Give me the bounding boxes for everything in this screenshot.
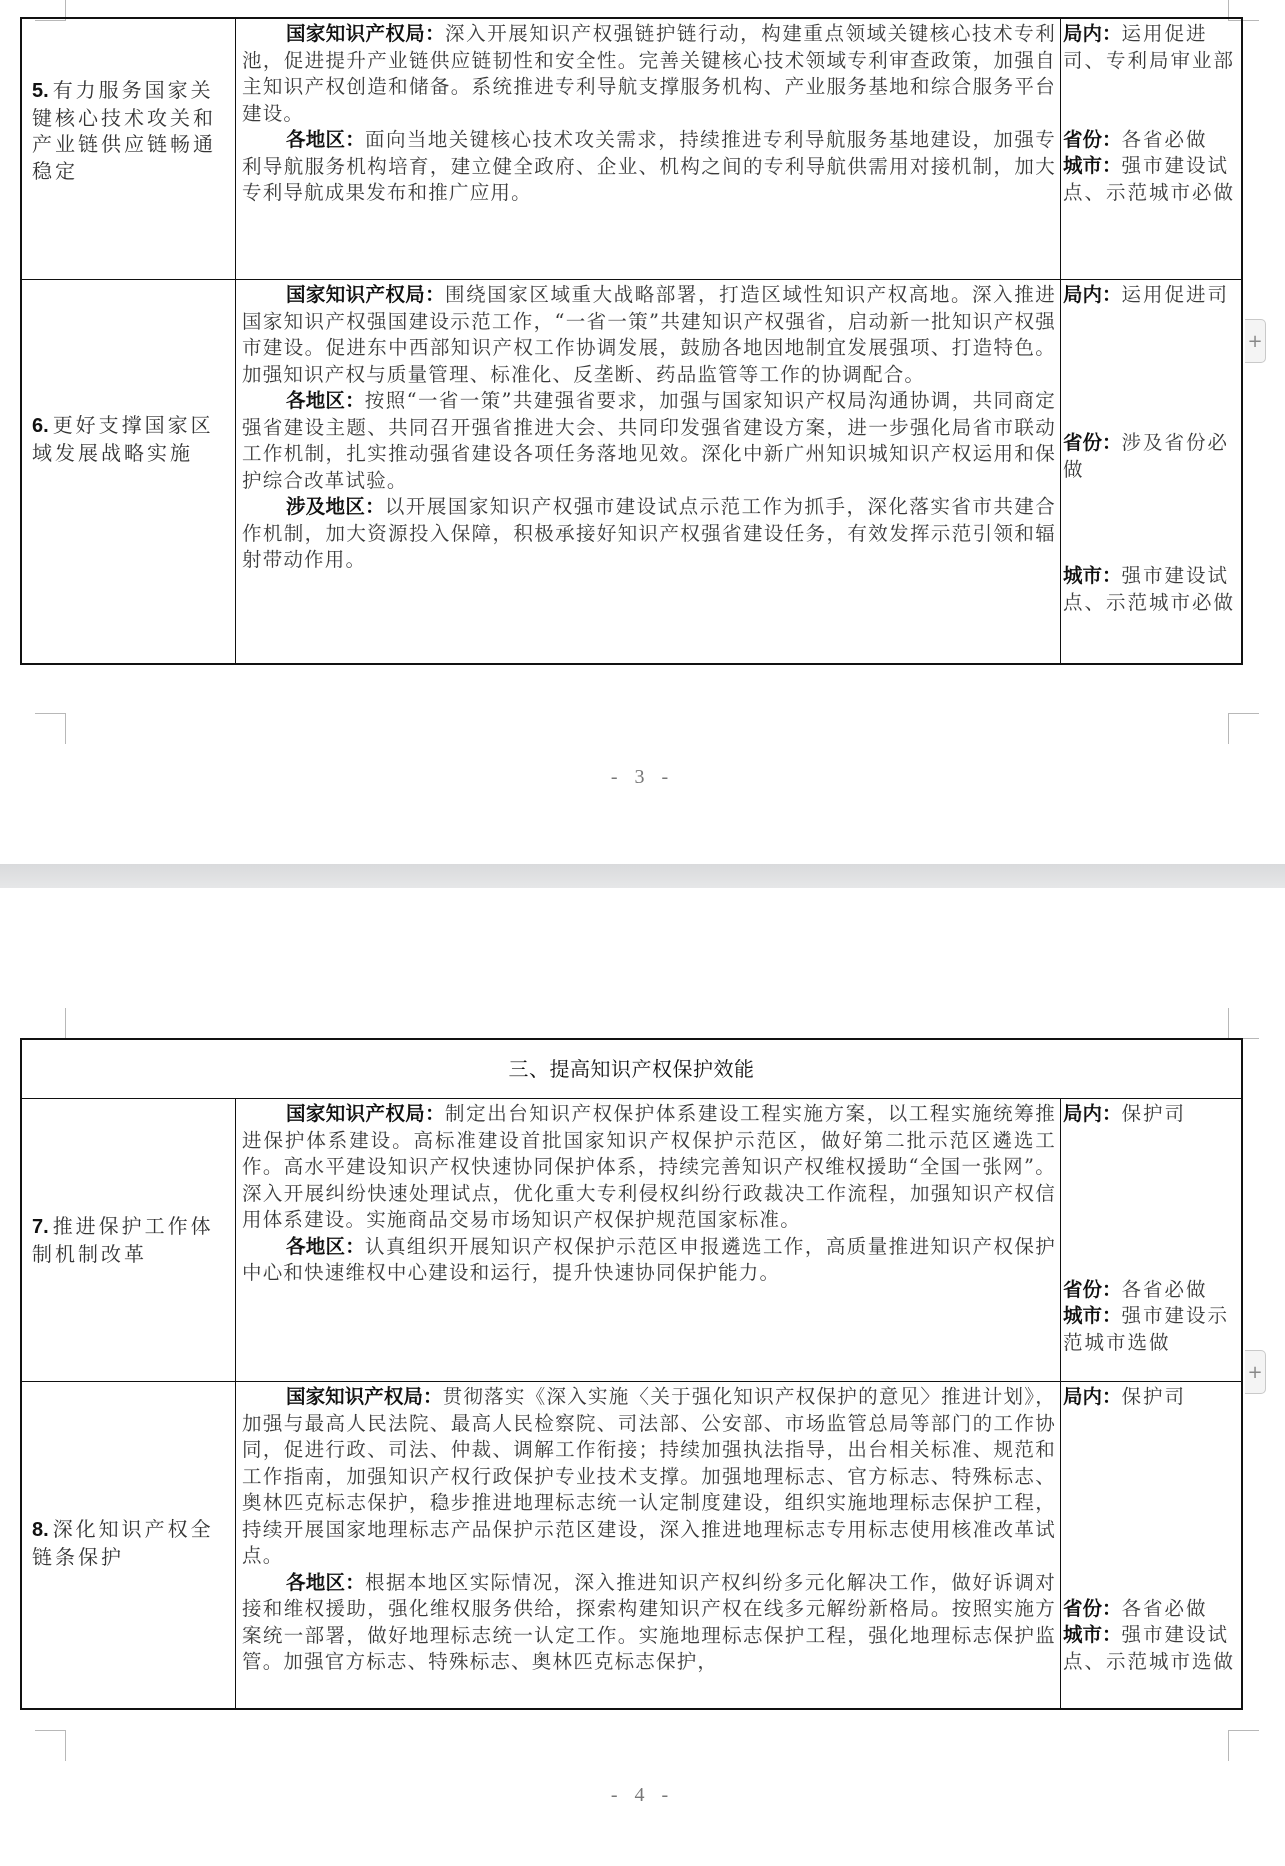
margin-corner-mark xyxy=(1228,713,1259,744)
page-number: - 3 - xyxy=(610,766,675,788)
task-description xyxy=(242,21,1056,207)
paragraph-national-office: 国家知识产权局：贯彻落实《深入实施〈关于强化知识产权保护的意见〉推进计划》，加强与最高人民法院、最高人民检察院、司法部、公安部、市场监管总局等部门的工作协同，促进行政、司法、仲裁、调解工作衔接；持续加强执法指导，出台相关标准、规范和工作指南，加强知识产权行政保护专业技术支撑。加强地理标志、官方标志、特殊标志、奥林匹克标志保护，稳步推进地理标志统一认定制度建设，组织实施地理标志保护工程，持续开展国家地理标志产品保护示范区建设，深入推进地理标志专用标志使用核准改革试点。 xyxy=(242,1385,1056,1567)
table-row-task-7 xyxy=(22,1098,1241,1381)
task-title: 7. 推进保护工作体制机制改革 xyxy=(32,1214,214,1266)
section-header-row xyxy=(22,1040,1241,1098)
margin-corner-mark xyxy=(35,1008,66,1039)
paragraph-regions: 各地区：认真组织开展知识产权保护示范区申报遴选工作，高质量推进知识产权保护中心和快速维权中心建设和运行，提升快速协同保护能力。 xyxy=(242,1234,1056,1284)
task-title-cell xyxy=(22,1099,236,1381)
task-title: 6. 更好支撑国家区域发展战略实施 xyxy=(32,413,214,465)
task-title-cell xyxy=(22,280,236,665)
task-description-cell xyxy=(236,280,1061,665)
resp-bureau: 局内：运用促进司、专利局审业部 xyxy=(1063,22,1236,72)
resp-bureau: 局内：保护司 xyxy=(1063,1102,1187,1125)
paragraph-national-office: 国家知识产权局：制定出台知识产权保护体系建设工程实施方案，以工程实施统筹推进保护体系建设。高标准建设首批国家知识产权保护示范区，做好第二批示范区遴选工作。高水平建设知识产权快速协同保护体系，持续完善知识产权维权援助“全国一张网”。深入开展纠纷快速处理试点，优化重大专利侵权纠纷行政裁决工作流程，加强知识产权信用体系建设。实施商品交易市场知识产权保护规范国家标准。 xyxy=(242,1102,1056,1231)
resp-province: 省份：各省必做 xyxy=(1063,1597,1208,1620)
responsibility-cell xyxy=(1061,1099,1241,1381)
paragraph-involved-regions: 涉及地区：以开展国家知识产权强市建设试点示范工作为抓手，深化落实省市共建合作机制，加大资源投入保障，积极承接好知识产权强省建设任务，有效发挥示范引领和辐射带动作用。 xyxy=(242,495,1056,571)
task-title: 5. 有力服务国家关键核心技术攻关和产业链供应链畅通稳定 xyxy=(32,78,216,183)
responsibility-cell xyxy=(1061,280,1241,665)
task-description xyxy=(242,282,1056,574)
task-title: 8. 深化知识产权全链条保护 xyxy=(32,1517,214,1569)
responsibility-cell xyxy=(1061,19,1241,279)
add-row-button[interactable]: + xyxy=(1245,1350,1266,1394)
resp-bureau: 局内：保护司 xyxy=(1063,1385,1187,1408)
margin-corner-mark xyxy=(1228,1008,1259,1039)
resp-bureau: 局内：运用促进司 xyxy=(1063,283,1230,306)
table-row-task-6 xyxy=(22,279,1241,665)
resp-province: 省份：各省必做 xyxy=(1063,128,1208,151)
document-page-4 xyxy=(0,888,1285,1866)
task-title-cell xyxy=(22,1382,236,1710)
paragraph-regions: 各地区：按照“一省一策”共建强省要求，加强与国家知识产权局沟通协调，共同商定强省建设主题、共同召开强省推进大会、共同印发强省建设方案，进一步强化局省市联动工作机制，扎实推动强省建设各项任务落地见效。深化中新广州知识城知识产权运用和保护综合改革试验。 xyxy=(242,389,1056,492)
task-description xyxy=(242,1101,1056,1287)
task-description-cell xyxy=(236,1099,1061,1381)
resp-province: 省份：涉及省份必做 xyxy=(1063,431,1230,481)
margin-corner-mark xyxy=(1228,1730,1259,1761)
section-title: 三、提高知识产权保护效能 xyxy=(508,1057,755,1081)
task-description-cell xyxy=(236,19,1061,279)
table-row-task-5 xyxy=(22,19,1241,279)
document-page-3 xyxy=(0,0,1285,864)
add-row-button[interactable]: + xyxy=(1245,319,1266,363)
task-description xyxy=(242,1384,1056,1676)
table-row-task-8 xyxy=(22,1381,1241,1710)
task-description-cell xyxy=(236,1382,1061,1710)
resp-city: 城市：强市建设示范城市选做 xyxy=(1063,1304,1230,1354)
resp-city: 城市：强市建设试点、示范城市必做 xyxy=(1063,564,1236,614)
task-table-page-4 xyxy=(20,1038,1243,1710)
page-separator xyxy=(0,864,1285,888)
paragraph-national-office: 国家知识产权局：围绕国家区域重大战略部署，打造区域性知识产权高地。深入推进国家知识产权强国建设示范工作，“一省一策”共建知识产权强省，启动新一批知识产权强市建设。促进东中西部知识产权工作协调发展，鼓励各地因地制宜发展强项、打造特色。加强知识产权与质量管理、标准化、反垄断、药品监管等工作的协调配合。 xyxy=(242,283,1056,386)
resp-province: 省份：各省必做 xyxy=(1063,1278,1208,1301)
resp-city: 城市：强市建设试点、示范城市必做 xyxy=(1063,154,1236,204)
task-title-cell xyxy=(22,19,236,279)
task-table-page-3 xyxy=(20,17,1243,665)
paragraph-national-office: 国家知识产权局：深入开展知识产权强链护链行动，构建重点领域关键核心技术专利池，促进提升产业链供应链韧性和安全性。完善关键核心技术领域专利审查政策，加强自主知识产权创造和储备。系统推进专利导航支撑服务机构、产业服务基地和综合服务平台建设。 xyxy=(242,22,1056,125)
margin-corner-mark xyxy=(35,713,66,744)
responsibility-cell xyxy=(1061,1382,1241,1710)
paragraph-regions: 各地区：面向当地关键核心技术攻关需求，持续推进专利导航服务基地建设，加强专利导航服务机构培育，建立健全政府、企业、机构之间的专利导航供需用对接机制，加大专利导航成果发布和推广应用。 xyxy=(242,128,1056,204)
paragraph-regions: 各地区：根据本地区实际情况，深入推进知识产权纠纷多元化解决工作，做好诉调对接和维权援助，强化维权服务供给，探索构建知识产权在线多元解纷新格局。按照实施方案统一部署，做好地理标志统一认定工作。实施地理标志保护工程，强化地理标志保护监管。加强官方标志、特殊标志、奥林匹克标志保护， xyxy=(242,1570,1056,1673)
margin-corner-mark xyxy=(35,1730,66,1761)
page-number: - 4 - xyxy=(610,1784,675,1806)
resp-city: 城市：强市建设试点、示范城市选做 xyxy=(1063,1623,1236,1673)
